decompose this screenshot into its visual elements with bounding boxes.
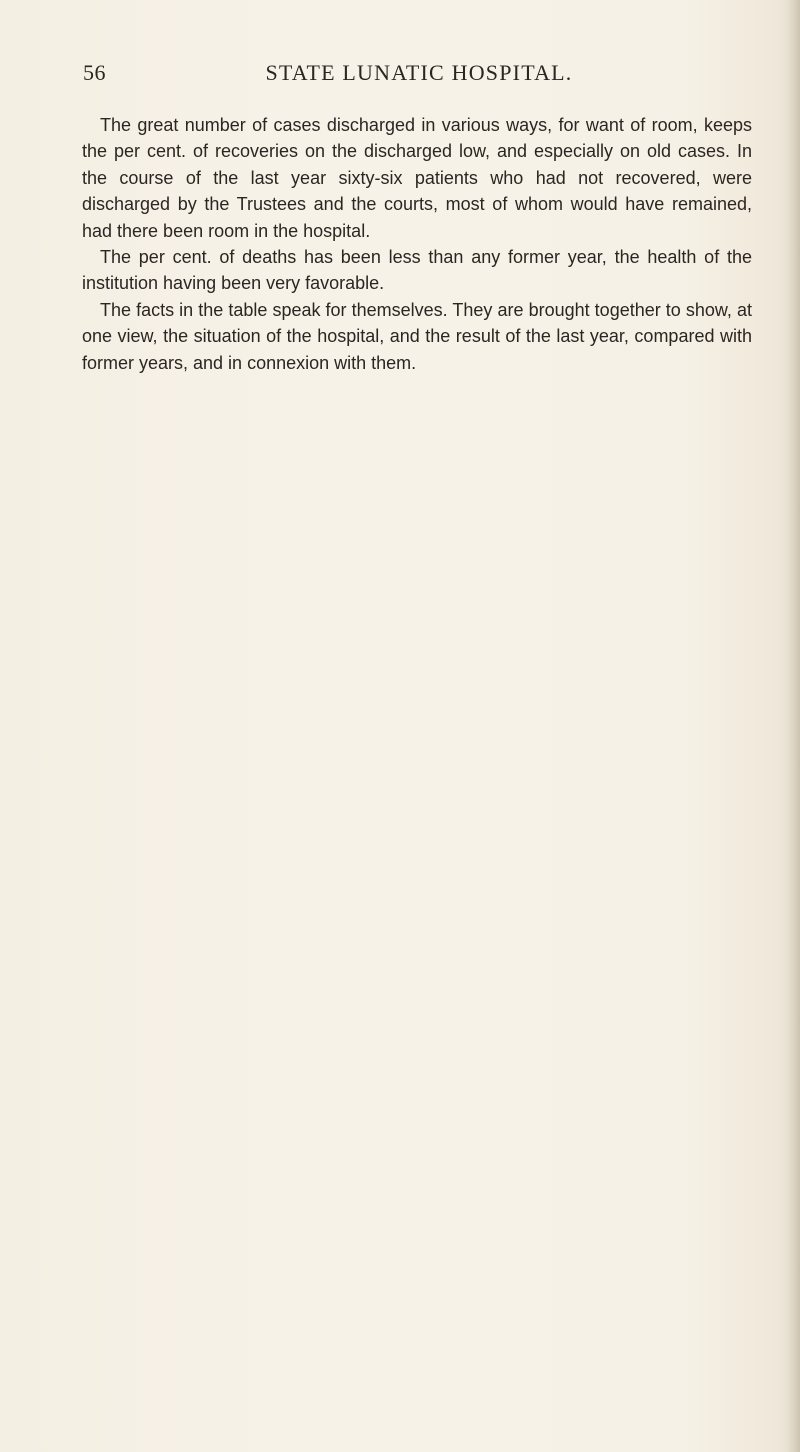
page-edge-shadow: [786, 0, 800, 1452]
paragraph-deaths: The per cent. of deaths has been less than any former year, the health of the institution having been very favorable.: [82, 247, 752, 294]
page-header: [83, 60, 743, 96]
paragraph-discharges: The great number of cases discharged in various ways, for want of room, keeps the per cent. of recoveries on the discharged low, and especially on old cases. In the course of the last year sixty-six patients who had not recovered, were discharged by the Trustees and the courts, most of whom would have remained, had there been room in the hospital.: [82, 115, 752, 241]
running-head: STATE LUNATIC HOSPITAL.: [265, 60, 573, 85]
page-number: 56: [83, 60, 106, 85]
body-text: [82, 112, 752, 376]
paragraph-table-facts: The facts in the table speak for themselves. They are brought together to show, at one view, the situation of the hospital, and the result of the last year, compared with former years, and in connexion with them.: [82, 299, 752, 373]
